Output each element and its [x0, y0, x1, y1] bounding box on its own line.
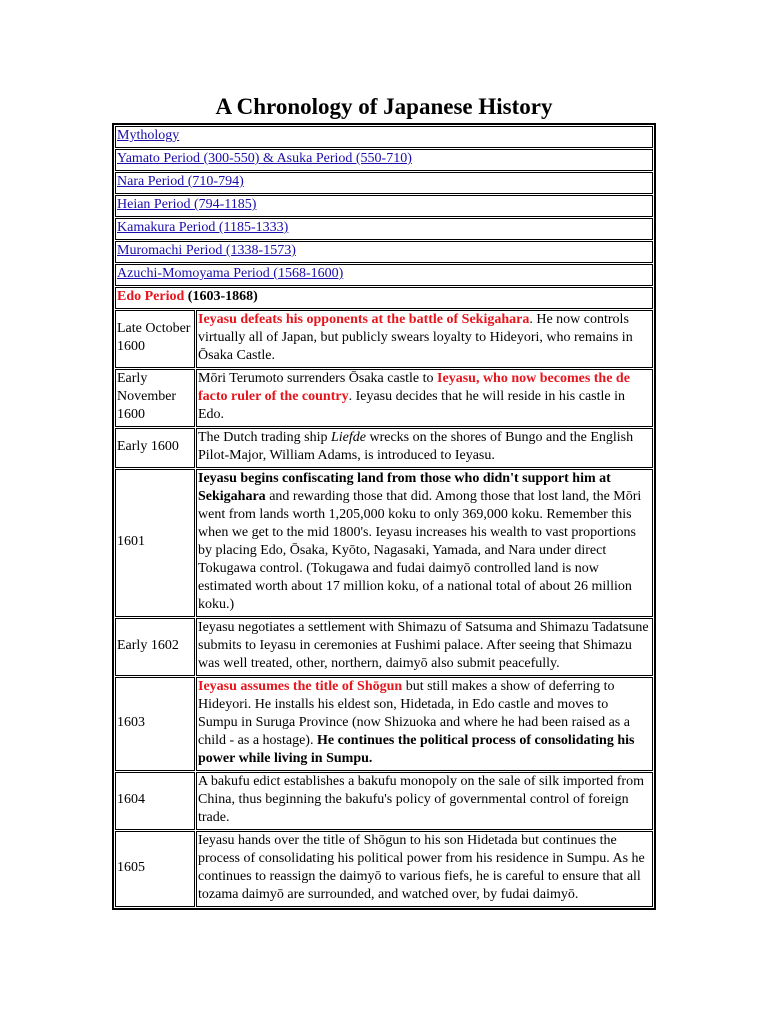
- period-row-nara: [115, 172, 653, 194]
- entry-description: [196, 677, 653, 771]
- entry-date: Early 1602: [115, 618, 195, 676]
- period-row-kamakura: [115, 218, 653, 240]
- description-text: and rewarding those that did. Among those that lost land, the Mōri went from lands worth 1,205,000 koku to only 369,000 koku. Remember this when we get to the mid 1800's. Ieyasu increases his wealth to vast proportions by placing Edo, Ōsaka, Kyōto, Nagasaki, Yamada, and Nara under direct Tokugawa control. (Tokugawa and fudai daimyō controlled land is now estimated worth about 17 million koku, of a national total of about 26 million koku.): [198, 489, 642, 612]
- current-period-name: Edo Period: [117, 289, 185, 304]
- entry-date: 1601: [115, 469, 195, 617]
- entry-date: 1604: [115, 772, 195, 830]
- italic-text: Liefde: [330, 430, 366, 445]
- period-link-heian[interactable]: Heian Period (794-1185): [117, 197, 257, 212]
- highlighted-text: Ieyasu defeats his opponents at the battle of Sekigahara: [198, 312, 530, 327]
- description-text: Ieyasu negotiates a settlement with Shimazu of Satsuma and Shimazu Tadatsune submits to Ieyasu in ceremonies at Fushimi palace. After seeing that Shimazu was well treated, other, northern, daimyō also submit peacefully.: [198, 620, 649, 671]
- entry-date: 1603: [115, 677, 195, 771]
- period-row-yamato-asuka: [115, 149, 653, 171]
- period-row-muromachi: [115, 241, 653, 263]
- description-text: The Dutch trading ship: [198, 430, 331, 445]
- description-text: wrecks on the shores of Bungo and the English Pilot-Major, William Adams, is introduced to Ieyasu.: [198, 430, 634, 463]
- entry-description: [196, 469, 653, 617]
- chronology-entry-row: [115, 369, 653, 427]
- description-text: Mōri Terumoto surrenders Ōsaka castle to: [198, 371, 438, 386]
- bold-text: Ieyasu begins confiscating land from those who didn't support him at Sekigahara: [198, 471, 611, 504]
- highlighted-text: Ieyasu assumes the title of Shōgun: [198, 679, 403, 694]
- chronology-entry-row: [115, 618, 653, 676]
- current-period-row: [115, 287, 653, 309]
- period-link-azuchi-momoyama[interactable]: Azuchi-Momoyama Period (1568-1600): [117, 266, 344, 281]
- page-title: A Chronology of Japanese History: [215, 94, 553, 119]
- entry-description: [196, 369, 653, 427]
- chronology-table-body: [115, 126, 653, 907]
- entry-date: 1605: [115, 831, 195, 907]
- chronology-entry-row: [115, 772, 653, 830]
- entry-description: [196, 428, 653, 468]
- entry-date: Early November 1600: [115, 369, 195, 427]
- period-link-yamato-asuka[interactable]: Yamato Period (300-550) & Asuka Period (550-710): [117, 151, 412, 166]
- entry-description: [196, 310, 653, 368]
- entry-description: [196, 831, 653, 907]
- description-text: but still makes a show of deferring to Hideyori. He installs his eldest son, Hidetada, in Edo castle and moves to Sumpu in Suruga Province (now Shizuoka and where he had been raised as a child - as a hostage).: [198, 679, 630, 748]
- description-text: A bakufu edict establishes a bakufu monopoly on the sale of silk imported from China, thus beginning the bakufu's policy of governmental control of foreign trade.: [198, 774, 644, 825]
- entry-date: Early 1600: [115, 428, 195, 468]
- period-link-muromachi[interactable]: Muromachi Period (1338-1573): [117, 243, 296, 258]
- chronology-table: [112, 123, 656, 910]
- entry-description: [196, 772, 653, 830]
- chronology-entry-row: [115, 310, 653, 368]
- highlighted-text: Ieyasu, who now becomes the de facto ruler of the country: [198, 371, 630, 404]
- current-period-range: (1603-1868): [187, 289, 258, 304]
- period-link-mythology[interactable]: Mythology: [117, 128, 180, 143]
- description-text: . Ieyasu decides that he will reside in his castle in Edo.: [198, 389, 626, 422]
- current-period-heading: [115, 287, 653, 309]
- chronology-entry-row: [115, 677, 653, 771]
- bold-text: He continues the political process of consolidating his power while living in Sumpu.: [198, 733, 635, 766]
- entry-date: Late October 1600: [115, 310, 195, 368]
- description-text: . He now controls virtually all of Japan, but publicly swears loyalty to Hideyori, who remains in Ōsaka Castle.: [198, 312, 633, 363]
- period-row-heian: [115, 195, 653, 217]
- description-text: Ieyasu hands over the title of Shōgun to his son Hidetada but continues the process of consolidating his political power from his residence in Sumpu. As he continues to reassign the daimyō to various fiefs, he is careful to ensure that all tozama daimyō are surrounded, and watched over, by fudai daimyō.: [198, 833, 645, 902]
- entry-description: [196, 618, 653, 676]
- period-row-mythology: [115, 126, 653, 148]
- chronology-entry-row: [115, 469, 653, 617]
- period-link-kamakura[interactable]: Kamakura Period (1185-1333): [117, 220, 289, 235]
- chronology-entry-row: [115, 428, 653, 468]
- period-link-nara[interactable]: Nara Period (710-794): [117, 174, 244, 189]
- period-row-azuchi-momoyama: [115, 264, 653, 286]
- chronology-entry-row: [115, 831, 653, 907]
